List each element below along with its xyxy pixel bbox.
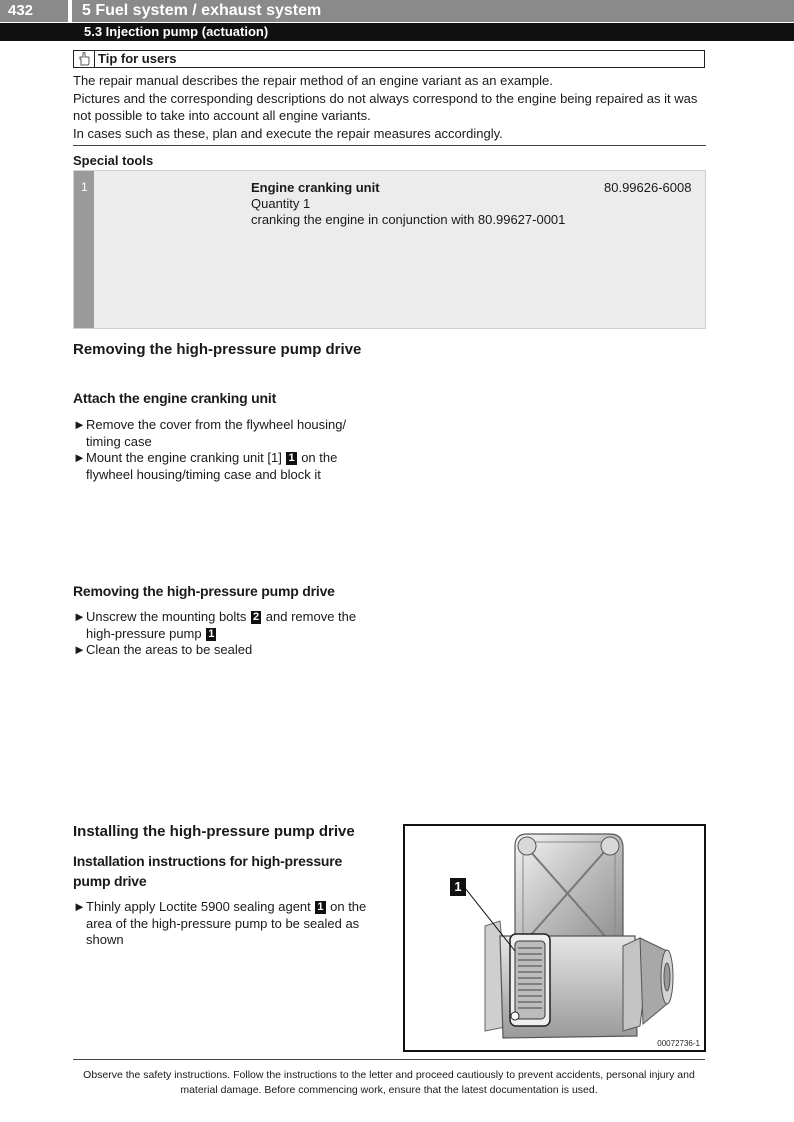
section-title: 5.3 Injection pump (actuation) (84, 24, 269, 39)
figure-callout-1: 1 (450, 878, 466, 896)
step-apply-loctite (73, 899, 373, 949)
subheading-installation-instructions: Installation instructions for high-pressure pump drive (73, 853, 343, 889)
chapter-title: 5 Fuel system / exhaust system (72, 0, 794, 22)
step-text-middle: and remove the high-pressure pump (86, 609, 357, 641)
section-bar (0, 23, 794, 41)
bullet-arrow-icon: ► (73, 609, 86, 624)
step-text-before: Unscrew the mounting bolts (86, 609, 251, 624)
tool-name: Engine cranking unit (251, 180, 380, 195)
tip-paragraph-1: The repair manual describes the repair method of an engine variant as an example. (73, 73, 553, 88)
step-text-after: on the area of the high-pressure pump to be sealed as shown (86, 899, 367, 947)
tip-paragraph-2: Pictures and the corresponding descriptions do not always correspond to the engine being repaired as it was not possible to take into account all engine variants. (73, 91, 698, 123)
callout-key: 1 (288, 452, 295, 464)
tool-description: cranking the engine in conjunction with 80.99627-0001 (251, 212, 566, 227)
bullet-arrow-icon: ► (73, 642, 86, 657)
tip-divider (94, 51, 95, 67)
bullet-arrow-icon: ► (73, 417, 86, 432)
step-text-before: Thinly apply Loctite 5900 sealing agent (86, 899, 315, 914)
tool-number-column (74, 171, 94, 328)
footer-divider (73, 1059, 705, 1060)
pump-sealing-figure (403, 824, 706, 1052)
tip-box (73, 50, 705, 68)
hand-pointing-icon (76, 51, 92, 67)
tip-label: Tip for users (98, 51, 177, 66)
callout-key: 1 (208, 627, 215, 640)
tool-quantity: Quantity 1 (251, 196, 311, 211)
tool-part-number: 80.99626-6008 (604, 180, 692, 195)
step-text-after: on the flywheel housing/timing case and block it (86, 450, 338, 482)
step-text: Remove the cover from the flywheel housing/ timing case (86, 417, 347, 449)
step-unscrew-bolts (73, 609, 373, 642)
pump-housing-illustration (405, 826, 704, 1050)
figure-code: 00072736-1 (657, 1039, 700, 1048)
bullet-arrow-icon: ► (73, 899, 86, 914)
special-tools-heading: Special tools (73, 153, 154, 168)
page-number: 432 (0, 0, 68, 22)
tool-number: 1 (81, 180, 88, 194)
subheading-attach: Attach the engine cranking unit (73, 390, 277, 406)
step-mount-cranking-unit (73, 450, 373, 483)
step-remove-cover (73, 417, 373, 450)
footer-safety-notice: Observe the safety instructions. Follow the instructions to the letter and proceed cautiously to prevent accidents, personal injury and material damage. Before commencing work, ensure that the latest documentation is used. (83, 1069, 695, 1096)
section-heading-removing: Removing the high-pressure pump drive (73, 341, 362, 358)
callout-key: 1 (317, 901, 324, 913)
section-heading-installing: Installing the high-pressure pump drive (73, 823, 355, 840)
subheading-removing-drive: Removing the high-pressure pump drive (73, 583, 335, 599)
bullet-arrow-icon: ► (73, 450, 86, 465)
step-text: Clean the areas to be sealed (86, 642, 253, 657)
divider (73, 145, 706, 146)
callout-key: 2 (253, 611, 260, 623)
step-text-before: Mount the engine cranking unit [1] (86, 450, 286, 465)
step-clean-areas (73, 642, 373, 659)
tip-paragraph-3: In cases such as these, plan and execute the repair measures accordingly. (73, 126, 503, 141)
special-tool-item (73, 170, 706, 329)
